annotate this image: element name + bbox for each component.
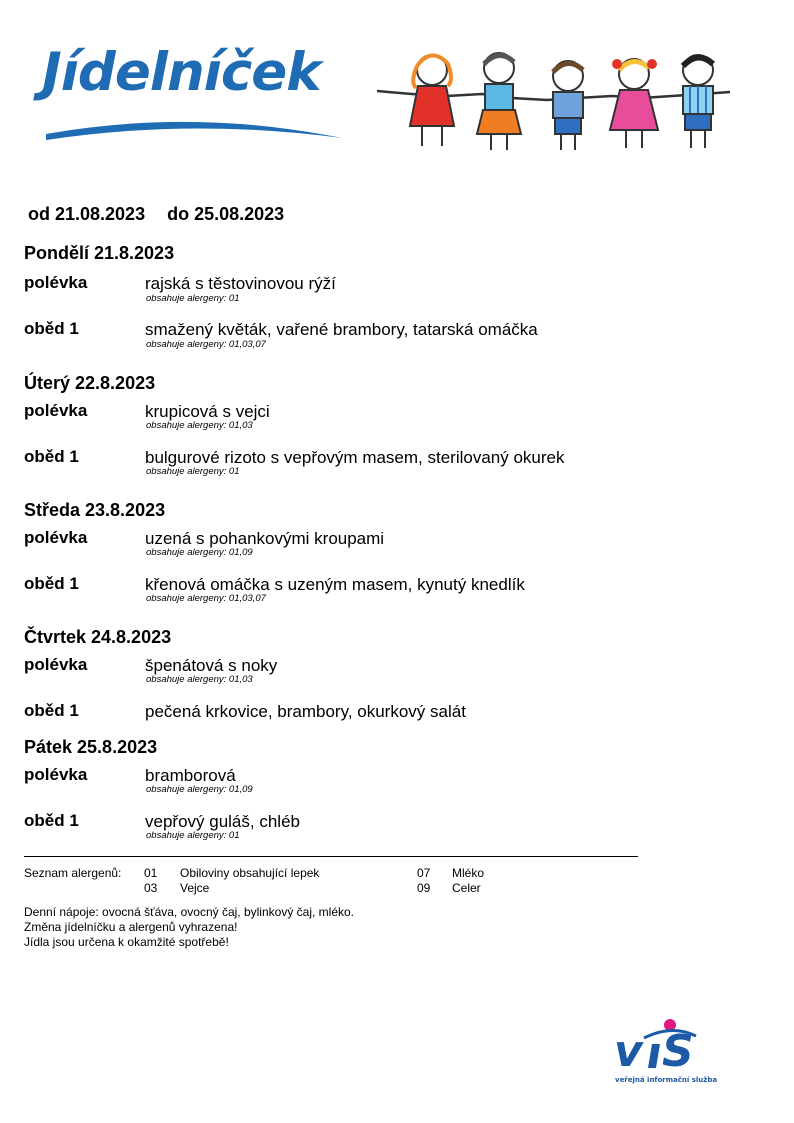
dish-name: křenová omáčka s uzeným masem, kynutý knedlík — [145, 575, 525, 594]
children-illustration — [372, 46, 737, 156]
child-figure — [683, 55, 713, 148]
day-heading: Pátek 25.8.2023 — [24, 737, 158, 757]
date-to: do 25.08.2023 — [167, 204, 285, 224]
child-figure — [553, 61, 583, 150]
divider — [24, 856, 638, 857]
allergen-note: obsahuje alergeny: 01,03,07 — [146, 339, 266, 350]
category-label: oběd 1 — [24, 319, 79, 338]
category-label: polévka — [24, 401, 88, 420]
dish-name: bramborová — [145, 766, 236, 785]
page-title: Jídelníček — [42, 42, 321, 103]
day-heading: Středa 23.8.2023 — [24, 500, 166, 520]
category-label: polévka — [24, 273, 88, 292]
svg-text:S: S — [662, 1026, 694, 1074]
note-line: Jídla jsou určena k okamžité spotřebě! — [24, 935, 229, 949]
category-label: polévka — [24, 528, 88, 547]
dish-name: uzená s pohankovými kroupami — [145, 529, 385, 548]
dish-name: rajská s těstovinovou rýží — [145, 274, 336, 293]
category-label: oběd 1 — [24, 447, 79, 466]
allergen-code: 07 — [417, 866, 431, 880]
logo-swoosh — [42, 104, 347, 144]
vis-tagline: veřejná informační služba — [615, 1076, 718, 1084]
vis-logo — [612, 1016, 722, 1092]
dish-name: smažený květák, vařené brambory, tatarská omáčka — [145, 320, 538, 339]
allergen-note: obsahuje alergeny: 01 — [146, 830, 240, 841]
day-heading: Úterý 22.8.2023 — [24, 373, 156, 393]
allergen-note: obsahuje alergeny: 01,03,07 — [146, 593, 266, 604]
allergen-note: obsahuje alergeny: 01 — [146, 466, 240, 477]
category-label: polévka — [24, 655, 88, 674]
allergen-name: Obiloviny obsahující lepek — [180, 866, 320, 880]
allergen-name: Vejce — [180, 881, 210, 895]
note-line: Denní nápoje: ovocná šťáva, ovocný čaj, bylinkový čaj, mléko. — [24, 905, 355, 919]
category-label: polévka — [24, 765, 88, 784]
menu-logo — [42, 42, 347, 152]
allergen-note: obsahuje alergeny: 01,03 — [146, 420, 253, 431]
vis-logo-mark — [612, 1016, 722, 1074]
category-label: oběd 1 — [24, 811, 79, 830]
dish-name: vepřový guláš, chléb — [145, 812, 300, 831]
dish-name: bulgurové rizoto s vepřovým masem, sterilovaný okurek — [145, 448, 565, 467]
category-label: oběd 1 — [24, 574, 79, 593]
allergen-code: 09 — [417, 881, 431, 895]
child-figure — [610, 59, 658, 148]
allergen-name: Celer — [452, 881, 481, 895]
note-line: Změna jídelníčku a alergenů vyhrazena! — [24, 920, 238, 934]
allergen-note: obsahuje alergeny: 01,09 — [146, 547, 253, 558]
allergen-note: obsahuje alergeny: 01,03 — [146, 674, 253, 685]
allergen-note: obsahuje alergeny: 01,09 — [146, 784, 253, 795]
notes — [24, 905, 354, 950]
allergen-list-label: Seznam alergenů: — [24, 866, 122, 880]
category-label: oběd 1 — [24, 701, 79, 720]
child-figure — [477, 53, 521, 150]
allergen-code: 01 — [144, 866, 158, 880]
dish-name: špenátová s noky — [145, 656, 278, 675]
day-heading: Čtvrtek 24.8.2023 — [24, 627, 172, 647]
day-heading: Pondělí 21.8.2023 — [24, 243, 175, 263]
child-figure — [410, 55, 454, 146]
allergen-code: 03 — [144, 881, 158, 895]
svg-text:v: v — [614, 1026, 643, 1074]
allergen-note: obsahuje alergeny: 01 — [146, 293, 240, 304]
dish-name: pečená krkovice, brambory, okurkový salát — [145, 702, 466, 721]
date-from: od 21.08.2023 — [28, 204, 146, 224]
allergen-name: Mléko — [452, 866, 485, 880]
date-range — [28, 204, 284, 225]
dish-name: krupicová s vejci — [145, 402, 270, 421]
